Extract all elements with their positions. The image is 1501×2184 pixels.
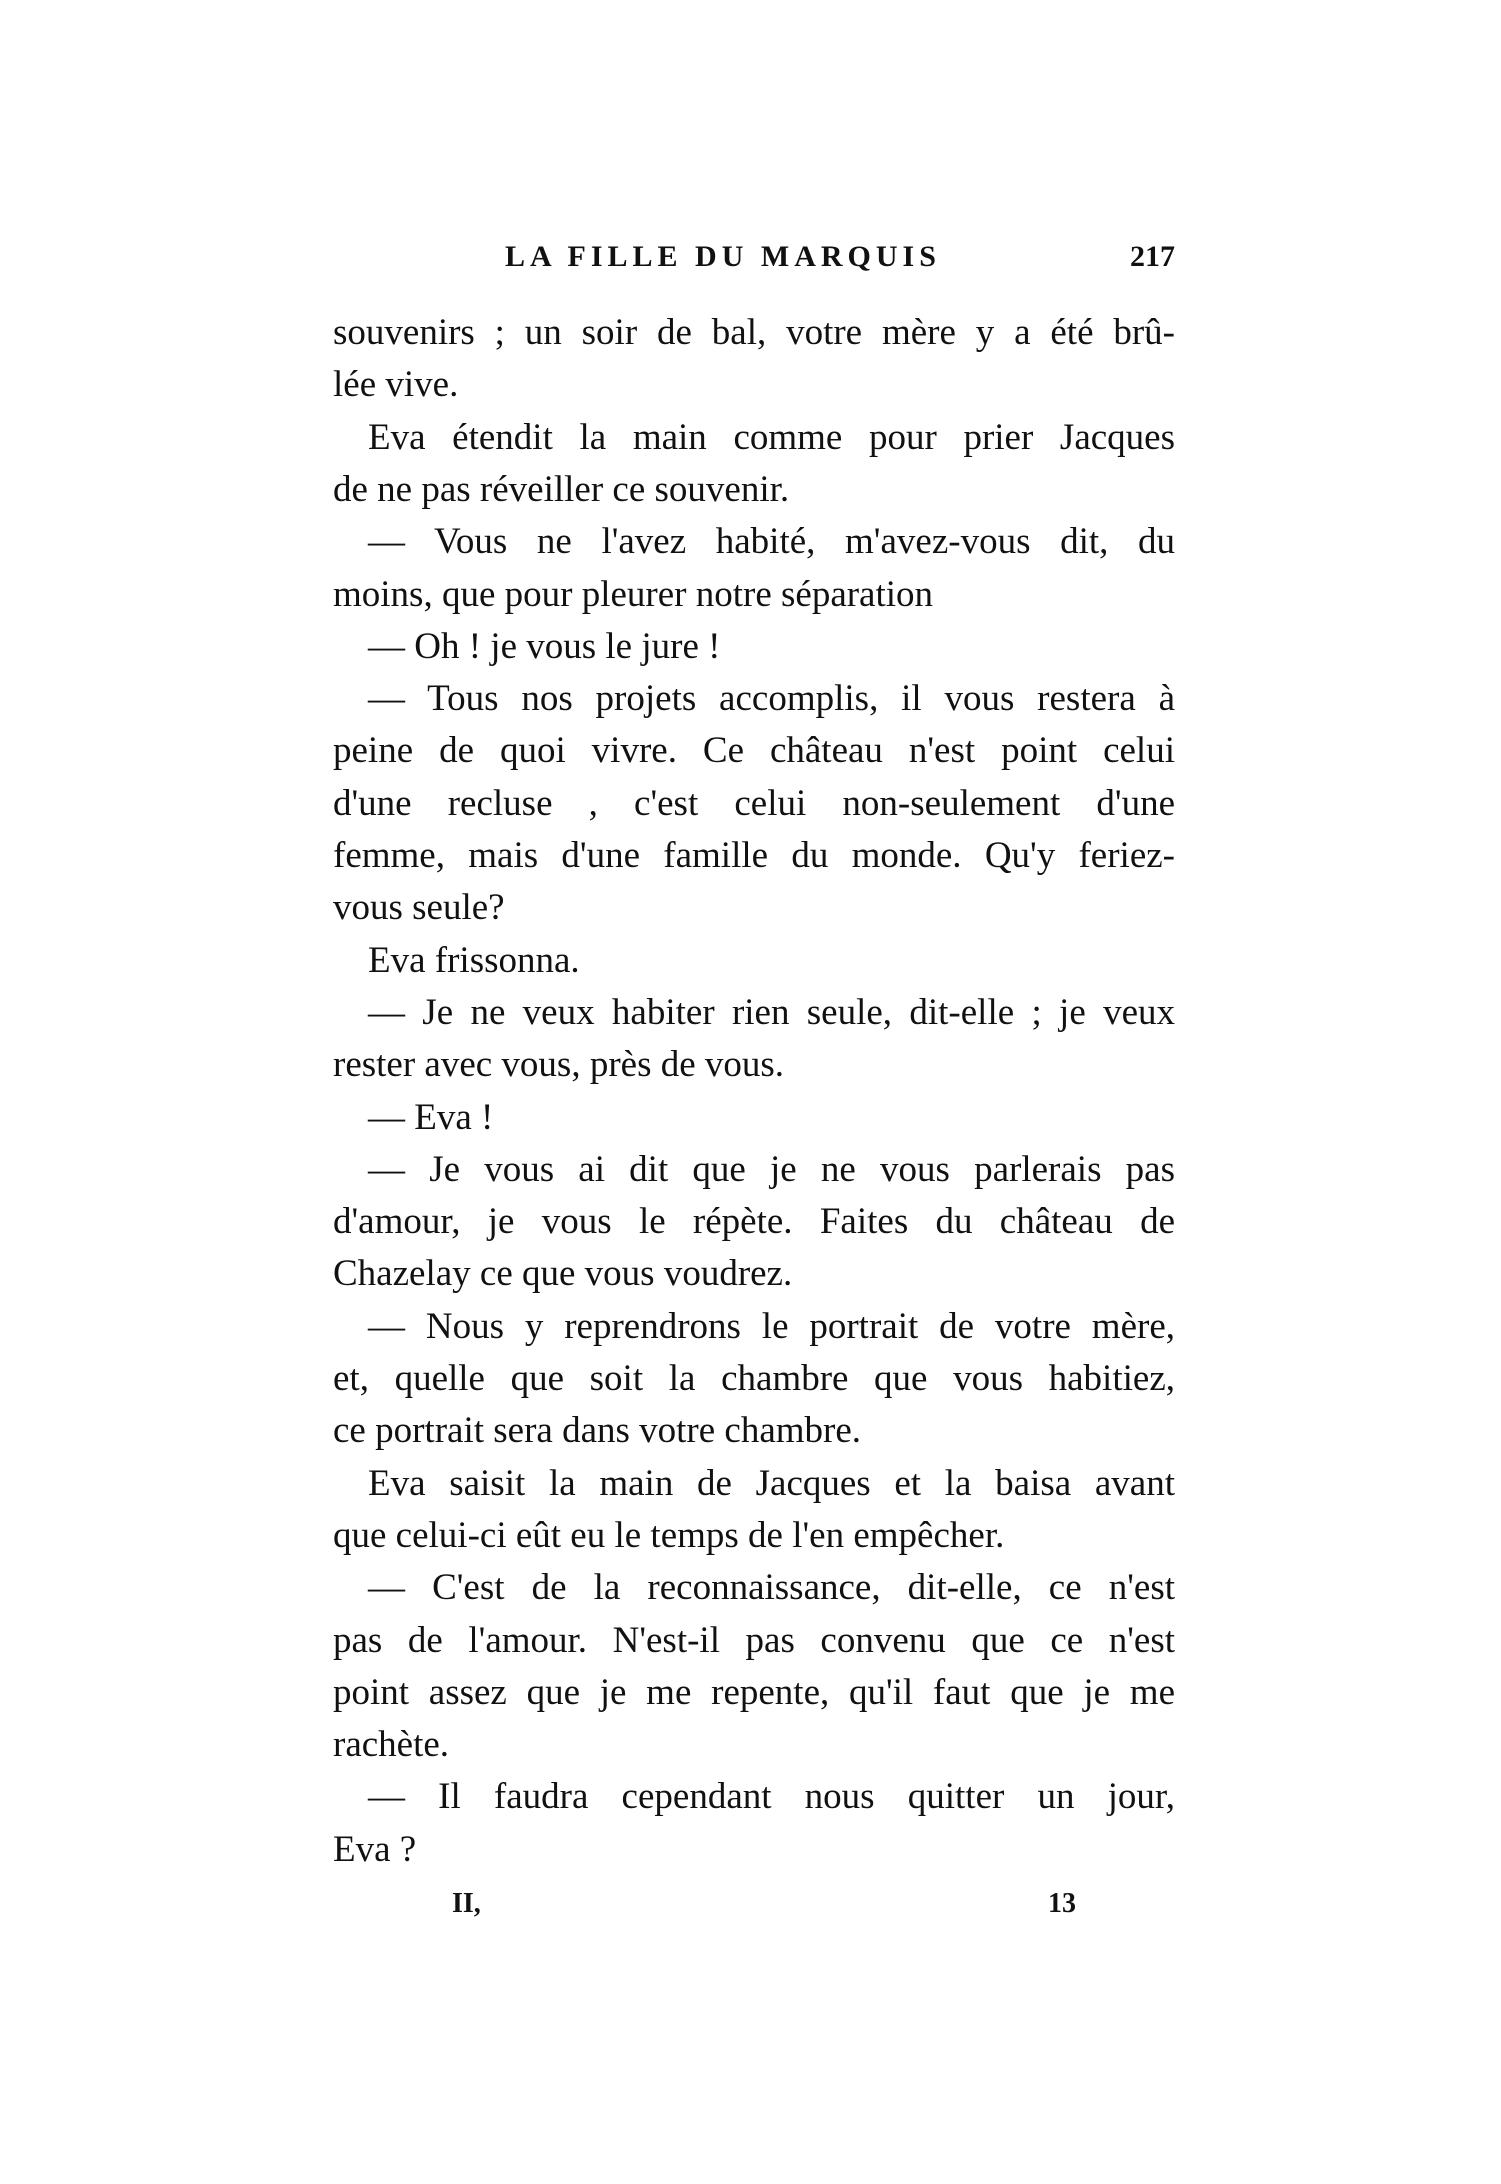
text-line: rachète. [333, 1724, 450, 1766]
text-line: — Tous nos projets accomplis, il vous restera à [368, 678, 1175, 720]
signature-mark: 13 [1048, 1888, 1076, 1919]
page-number: 217 [1130, 240, 1175, 273]
text-line: de ne pas réveiller ce souvenir. [333, 468, 790, 510]
text-line: peine de quoi vivre. Ce château n'est point celui [333, 730, 1175, 772]
text-line: Chazelay ce que vous voudrez. [333, 1253, 793, 1295]
text-line: pas de l'amour. N'est-il pas convenu que ce n'est [333, 1619, 1175, 1661]
text-line: lée vive. [333, 364, 459, 406]
text-line: femme, mais d'une famille du monde. Qu'y feriez- [333, 835, 1175, 876]
text-line: Eva ? [333, 1828, 417, 1870]
text-line: — C'est de la reconnaissance, dit-elle, ce n'est [368, 1567, 1175, 1609]
text-line: vous seule? [333, 887, 505, 929]
text-line: — Vous ne l'avez habité, m'avez-vous dit, du [368, 521, 1175, 563]
volume-mark: II, [452, 1888, 481, 1919]
text-line: — Nous y reprendrons le portrait de votre mère, [368, 1305, 1175, 1347]
running-header [333, 240, 1175, 280]
text-line: Eva saisit la main de Jacques et la baisa avant [368, 1462, 1175, 1504]
running-title: LA FILLE DU MARQUIS [505, 240, 941, 273]
text-line: et, quelle que soit la chambre que vous habitiez, [333, 1358, 1175, 1399]
text-line: Eva étendit la main comme pour prier Jacques [368, 416, 1175, 458]
text-line: d'amour, je vous le répète. Faites du château de [333, 1201, 1175, 1243]
text-line: — Il faudra cependant nous quitter un jour, [368, 1776, 1175, 1818]
text-line: — Je vous ai dit que je ne vous parlerais pas [368, 1148, 1175, 1190]
text-line: souvenirs ; un soir de bal, votre mère y a été brû- [333, 312, 1175, 353]
text-line: d'une recluse , c'est celui non-seulement d'une [333, 782, 1175, 824]
text-line: moins, que pour pleurer notre séparation [333, 573, 934, 615]
text-line: rester avec vous, près de vous. [333, 1044, 785, 1086]
text-line: point assez que je me repente, qu'il faut que je me [333, 1671, 1175, 1713]
text-line: — Oh ! je vous le jure ! [368, 625, 721, 667]
text-line: ce portrait sera dans votre chambre. [333, 1410, 862, 1452]
text-line: — Je ne veux habiter rien seule, dit-elle ; je veux [368, 991, 1175, 1033]
text-line: que celui-ci eût eu le temps de l'en empêcher. [333, 1514, 1005, 1556]
text-line: Eva frissonna. [368, 939, 580, 981]
text-line: — Eva ! [368, 1096, 494, 1138]
